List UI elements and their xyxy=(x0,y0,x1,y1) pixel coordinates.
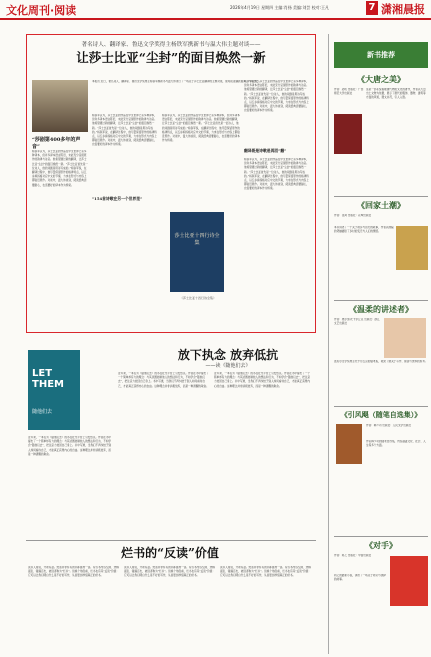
sidebar-book-cover xyxy=(390,556,428,606)
cover-title: LET THEM xyxy=(32,368,64,390)
feature-body-col4: 杨铁军认为，莎士比亚的作品在中文世界已有多种译本，但许多译本语言陈旧，未能充分呈现原作的韵律与诗意。他希望通过新的翻译，让莎士比亚“尘封”的面目焕然一新。“莎士比亚首先是一位诗人，他的戏剧是用诗写成的。”杨铁军说，在翻译过程中，他尽量保留原作的格律特点，以五步抑扬格对应中文的节奏，力求在形式与内容上都贴近原作。对谈中，温大伟谈到，阅读经典需要耐心，也需要好的译本作为桥梁。 xyxy=(244,80,309,113)
author-photo xyxy=(32,80,88,132)
let-them-cover xyxy=(28,350,80,430)
sidebar-divider xyxy=(334,406,428,407)
feature-headline: 让莎士比亚“尘封”的面目焕然一新 xyxy=(76,50,266,65)
article3-body-3: 读书人常说，开卷有益。然而并非所有的书都值得一读。有些书内容空洞、逻辑混乱、错漏百出，被读者称为“烂书”。但换个角度看，烂书也有其“反读”价值：它可以让我们明白什么是不好的写作，从而更加珍惜真正的好书。 xyxy=(220,566,311,578)
sidebar-book-meta: 作者：奥尔加·托卡尔丘克 出版社：浙江文艺出版社 xyxy=(334,318,380,326)
article2-byline: ——读《随他们去》 xyxy=(205,363,251,369)
article2-body-3: 近年来，一本名为《随他们去》的书在社交平台上引发热议。作者在书中提出了一个简单却有力的理念：与其试图控制他人的想法和行为，不如学会“随他们去”，把注意力放回自己身上。书中写道，当我们不再纠结于别人如何看待自己，才能真正获得内心的自由。这种理念并非消极放弃，而是一种清醒的取舍。 xyxy=(214,372,311,388)
article3-headline: 烂书的“反读”价值 xyxy=(121,546,219,560)
book-cover xyxy=(170,212,224,292)
sidebar-book-body: 这是一部系统梳理唐代物质文化的著作，作者以大量出土文物为依据，展示了唐代的服饰、器物、建筑等方面的风貌，图文并茂，引人入胜。 xyxy=(366,88,426,100)
sidebar-divider xyxy=(334,300,428,301)
feature-lead: 本报讯 近日，著名诗人、翻译家、鲁迅文学奖得主杨铁军携新书与温大伟进行了一场关于莎士比亚翻译的主题对谈，现场读者踊跃提问，气氛热烈。 xyxy=(92,80,262,83)
article3-body-2: 读书人常说，开卷有益。然而并非所有的书都值得一读。有些书内容空洞、逻辑混乱、错漏百出，被读者称为“烂书”。但换个角度看，烂书也有其“反读”价值：它可以让我们明白什么是不好的写作，从而更加珍惜真正的好书。 xyxy=(124,566,215,578)
feature-body-col5: 杨铁军认为，莎士比亚的作品在中文世界已有多种译本，但许多译本语言陈旧，未能充分呈现原作的韵律与诗意。他希望通过新的翻译，让莎士比亚“尘封”的面目焕然一新。“莎士比亚首先是一位诗人，他的戏剧是用诗写成的。”杨铁军说，在翻译过程中，他尽量保留原作的格律特点，以五步抑扬格对应中文的节奏，力求在形式与内容上都贴近原作。对谈中，温大伟谈到，阅读经典需要耐心，也需要好的译本作为桥梁。 xyxy=(244,158,309,191)
sidebar-book-title: 《大唐之美》 xyxy=(357,74,405,84)
sidebar-divider xyxy=(334,196,428,197)
sidebar-rule xyxy=(328,34,329,654)
section-divider xyxy=(26,540,316,541)
feature-subhead-2: “154首诗歌在另一个世界里” xyxy=(92,196,143,201)
feature-subhead-1: “莎剧第400多年的声音” xyxy=(32,137,81,150)
sidebar-header: 新书推荐 xyxy=(334,42,428,68)
feature-body-col2: 杨铁军认为，莎士比亚的作品在中文世界已有多种译本，但许多译本语言陈旧，未能充分呈现原作的韵律与诗意。他希望通过新的翻译，让莎士比亚“尘封”的面目焕然一新。“莎士比亚首先是一位诗人，他的戏剧是用诗写成的。”杨铁军说，在翻译过程中，他尽量保留原作的格律特点，以五步抑扬格对应中文的节奏，力求在形式与内容上都贴近原作。对谈中，温大伟谈到，阅读经典需要耐心，也需要好的译本作为桥梁。 xyxy=(92,114,157,147)
sidebar-book-cover xyxy=(336,424,362,464)
sidebar-divider xyxy=(334,536,428,537)
feature-kicker: 著名诗人、翻译家、鲁迅文学奖得主杨铁军携新书与温大伟主题对谈—— xyxy=(81,42,261,48)
sidebar-book-body: 本书讲述了一个关于故乡与回归的故事，作者以细腻的笔触描绘了乡村的变迁与人们的情感。 xyxy=(334,226,394,234)
sidebar-book-title: 《引风飓（随笔自选集）》 xyxy=(340,410,422,419)
sidebar-book-title: 《温柔的讲述者》 xyxy=(349,304,413,314)
sidebar-book-meta: 作者：韩少功 出版社：人民文学出版社 xyxy=(366,424,411,427)
feature-subhead-3: 翻译既是诗歌是再回“翻” xyxy=(244,148,287,153)
article2-headline: 放下执念 放弃低抗 xyxy=(177,348,279,362)
book-caption: 《莎士比亚十四行诗全集》 xyxy=(179,296,216,300)
cover-subtitle: 随他们去 xyxy=(32,409,53,415)
feature-body-col3: 杨铁军认为，莎士比亚的作品在中文世界已有多种译本，但许多译本语言陈旧，未能充分呈现原作的韵律与诗意。他希望通过新的翻译，让莎士比亚“尘封”的面目焕然一新。“莎士比亚首先是一位诗人，他的戏剧是用诗写成的。”杨铁军说，在翻译过程中，他尽量保留原作的格律特点，以五步抑扬格对应中文的节奏，力求在形式与内容上都贴近原作。对谈中，温大伟谈到，阅读经典需要耐心，也需要好的译本作为桥梁。 xyxy=(162,114,240,143)
section-title: 文化周刊·阅读 xyxy=(6,4,77,17)
book-cover-title: 莎士比亚十四行诗全集 xyxy=(174,233,220,246)
article3-body-1: 读书人常说，开卷有益。然而并非所有的书都值得一读。有些书内容空洞、逻辑混乱、错漏百出，被读者称为“烂书”。但换个角度看，烂书也有其“反读”价值：它可以让我们明白什么是不好的写作，从而更加珍惜真正的好书。 xyxy=(28,566,119,578)
sidebar-book-cover xyxy=(384,318,426,358)
sidebar-book-meta: 作者：孙机 出版社：广西师范大学出版社 xyxy=(334,88,364,96)
issue-date: 2026年4月19日 星期四 主编:肖扬 美编:刘芸 校对:王凡 xyxy=(230,5,329,10)
article2-body-1: 近年来，一本名为《随他们去》的书在社交平台上引发热议。作者在书中提出了一个简单却有力的理念：与其试图控制他人的想法和行为，不如学会“随他们去”，把注意力放回自己身上。书中写道，当我们不再纠结于别人如何看待自己，才能真正获得内心的自由。这种理念并非消极放弃，而是一种清醒的取舍。 xyxy=(28,436,112,456)
sidebar-book-meta: 作者：阿乙 出版社：中信出版社 xyxy=(334,554,372,557)
sidebar-book-meta: 作者：张鸿 出版社：花城出版社 xyxy=(334,214,372,217)
sidebar-book-title: 《回家土潮》 xyxy=(357,200,405,210)
sidebar-book-cover xyxy=(334,114,362,154)
sidebar-book-cover xyxy=(396,226,428,270)
sidebar-book-title: 《对手》 xyxy=(365,540,397,550)
sidebar-book-body: 诺贝尔文学奖得主托卡尔丘克的随笔集，收录了她关于写作、阅读与世界的思考。 xyxy=(334,360,428,363)
sidebar-book-body: 作家韩少功的随笔自选集，内容涵盖文化、社会、人生等多个方面。 xyxy=(366,440,426,448)
newspaper-logo: 潇湘晨报 xyxy=(381,3,425,16)
feature-body-col1: 杨铁军认为，莎士比亚的作品在中文世界已有多种译本，但许多译本语言陈旧，未能充分呈现原作的韵律与诗意。他希望通过新的翻译，让莎士比亚“尘封”的面目焕然一新。“莎士比亚首先是一位诗人，他的戏剧是用诗写成的。”杨铁军说，在翻译过程中，他尽量保留原作的格律特点，以五步抑扬格对应中文的节奏，力求在形式与内容上都贴近原作。对谈中，温大伟谈到，阅读经典需要耐心，也需要好的译本作为桥梁。 xyxy=(32,150,88,187)
page-number: 7 xyxy=(366,1,378,15)
sidebar-book-body: 阿乙的最新小说，讲述了一场关于命运与抉择的故事。 xyxy=(334,574,386,582)
article2-body-2: 近年来，一本名为《随他们去》的书在社交平台上引发热议。作者在书中提出了一个简单却有力的理念：与其试图控制他人的想法和行为，不如学会“随他们去”，把注意力放回自己身上。书中写道，当我们不再纠结于别人如何看待自己，才能真正获得内心的自由。这种理念并非消极放弃，而是一种清醒的取舍。 xyxy=(118,372,209,388)
